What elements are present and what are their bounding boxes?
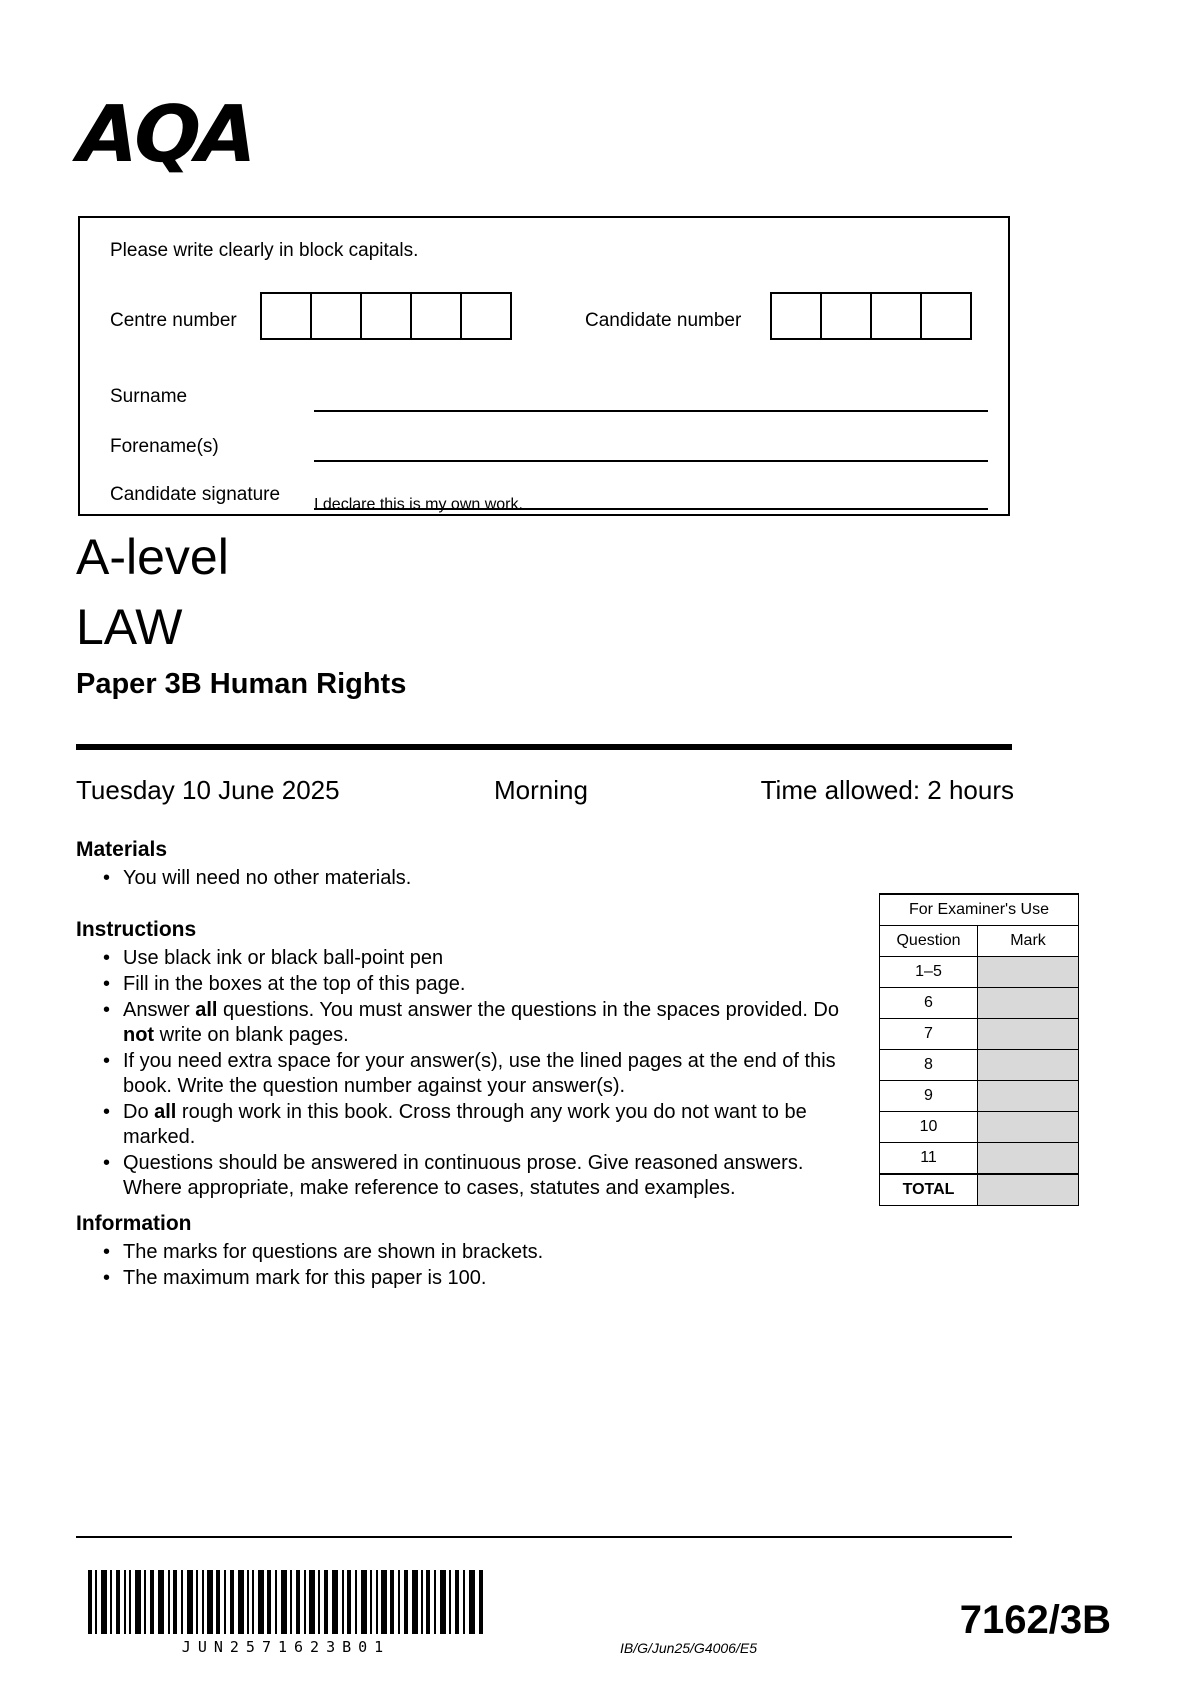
candidate-number-cell[interactable] [820,292,872,340]
ib-reference-code: IB/G/Jun25/G4006/E5 [620,1640,757,1656]
subject-title: LAW [76,599,183,655]
candidate-number-cell[interactable] [770,292,822,340]
block-capitals-instruction: Please write clearly in block capitals. [110,240,419,261]
list-item: • Answer all questions. You must answer the questions in the spaces provided. Do not write on blank pages. [123,998,853,1048]
candidate-details-box [78,216,1010,516]
question-label: 9 [880,1081,978,1112]
list-item: • The maximum mark for this paper is 100. [123,1266,823,1291]
paper-title: Paper 3B Human Rights [76,668,407,700]
table-row [880,1019,1079,1050]
mark-cell[interactable] [978,1143,1079,1175]
mark-cell[interactable] [978,957,1079,988]
question-label: 7 [880,1019,978,1050]
question-label: 10 [880,1112,978,1143]
materials-heading: Materials [76,838,168,861]
surname-field[interactable] [314,410,988,412]
footer-divider [76,1536,1012,1538]
surname-label: Surname [110,386,188,407]
table-row [880,1050,1079,1081]
candidate-number-label: Candidate number [585,310,742,331]
question-label: 8 [880,1050,978,1081]
candidate-signature-label: Candidate signature [110,484,281,505]
candidate-number-cell[interactable] [870,292,922,340]
mark-cell[interactable] [978,1112,1079,1143]
materials-list [96,866,803,892]
header-divider [76,744,1012,750]
centre-number-input[interactable] [262,292,512,340]
column-header-question: Question [880,926,978,957]
mark-cell[interactable] [978,1081,1079,1112]
question-label: 6 [880,988,978,1019]
question-label: 1–5 [880,957,978,988]
total-label: TOTAL [880,1174,978,1206]
centre-number-cell[interactable] [460,292,512,340]
table-row [880,1143,1079,1175]
mark-cell[interactable] [978,988,1079,1019]
centre-number-cell[interactable] [260,292,312,340]
barcode-icon [86,1570,486,1634]
list-item: • Fill in the boxes at the top of this page. [123,972,853,997]
paper-code: 7162/3B [959,1598,1111,1642]
table-row [880,1112,1079,1143]
barcode-digits: JUN2571623B01 [181,1638,391,1656]
question-label: 11 [880,1143,978,1175]
forenames-label: Forename(s) [110,436,219,457]
examiner-use-table [879,893,1079,1206]
table-row-total [880,1174,1079,1206]
forenames-field[interactable] [314,460,988,462]
table-row [880,957,1079,988]
mark-cell[interactable] [978,1050,1079,1081]
total-mark-cell[interactable] [978,1174,1079,1206]
declaration-text: I declare this is my own work. [314,496,523,513]
exam-date: Tuesday 10 June 2025 [76,775,340,805]
qualification-level: A-level [76,529,229,585]
time-allowed: Time allowed: 2 hours [760,775,1014,805]
centre-number-cell[interactable] [410,292,462,340]
information-list [96,1240,823,1292]
column-header-mark: Mark [978,926,1079,957]
table-row [880,1081,1079,1112]
list-item: • The marks for questions are shown in brackets. [123,1240,823,1265]
mark-cell[interactable] [978,1019,1079,1050]
information-heading: Information [76,1212,192,1235]
list-item: • If you need extra space for your answer(s), use the lined pages at the end of this book. Write the question number against your answer(s). [123,1049,853,1099]
list-item: • Do all rough work in this book. Cross through any work you do not want to be marked. [123,1100,853,1150]
table-row [880,926,1079,957]
examiner-caption: For Examiner's Use [880,894,1079,926]
centre-number-label: Centre number [110,310,237,331]
table-row [880,894,1079,926]
centre-number-cell[interactable] [310,292,362,340]
centre-number-cell[interactable] [360,292,412,340]
aqa-logo: AQA [76,90,255,180]
candidate-number-cell[interactable] [920,292,972,340]
instructions-heading: Instructions [76,918,197,941]
list-item: • Questions should be answered in continuous prose. Give reasoned answers. Where appropriate, make reference to cases, statutes and examples. [123,1151,853,1201]
candidate-number-input[interactable] [772,292,972,340]
instructions-list [96,946,853,1202]
list-item: • You will need no other materials. [123,866,803,891]
exam-session: Morning [494,775,588,805]
list-item: • Use black ink or black ball-point pen [123,946,853,971]
table-row [880,988,1079,1019]
